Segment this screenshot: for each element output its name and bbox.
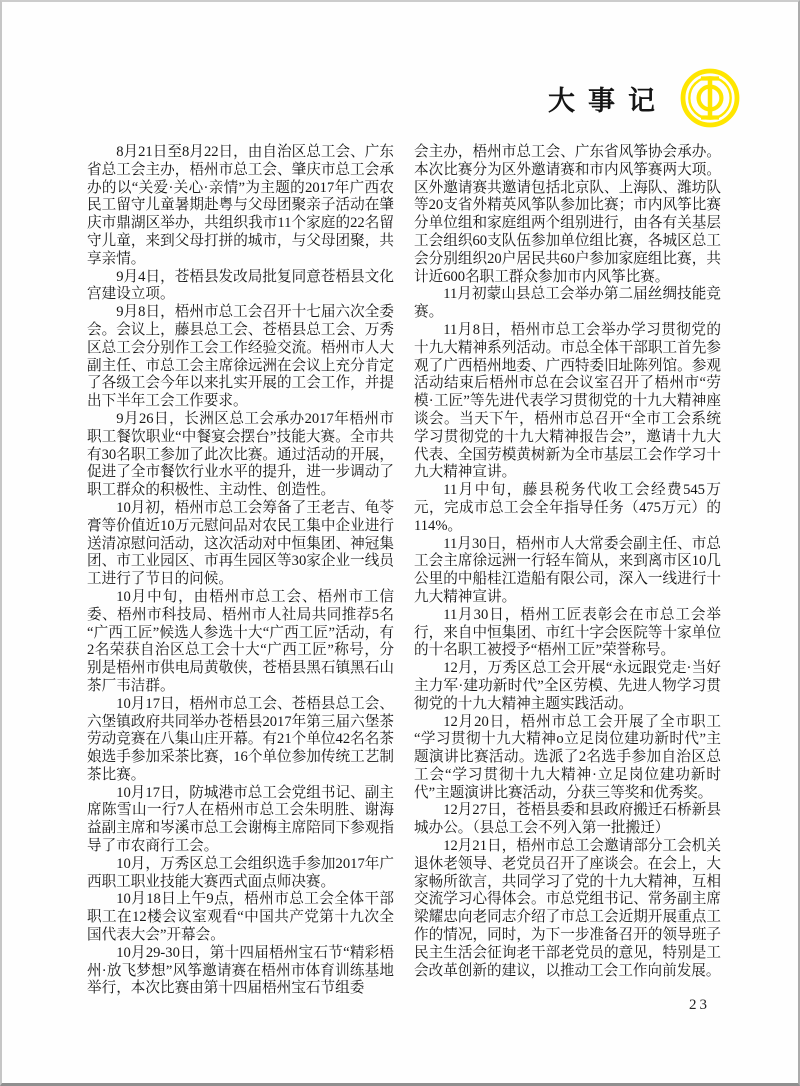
paragraph: 12月27日，苍梧县委和县政府搬迁石桥新县城办公。（县总工会不列入第一批搬迁） [414,802,721,837]
paragraph: 11月8日，梧州市总工会举办学习贯彻党的十九大精神系列活动。市总全体干部职工首先参观了广西梧州地委、广西特委旧址陈列馆。参观活动结束后梧州市总在会议室召开了梧州市“劳模·工匠”等先进代表学习贯彻党的十九大精神座谈会。当天下午，梧州市总召开“全市工会系统学习贯彻党的十九大精神报告会”，邀请十九大代表、全国劳模黄树新为全市基层工会作学习十九大精神宣讲。 [414,321,721,481]
right-column [414,144,721,998]
paragraph: 9月8日，梧州市总工会召开十七届六次全委会。会议上，藤县总工会、苍梧县总工会、万秀区总工会分别作工会工作经验交流。梧州市人大副主任、市总工会主席徐远洲在会议上充分肯定了各级工会今年以来扎实开展的工会工作，并提出下半年工会工作要求。 [87,304,394,410]
paragraph: 10月18日上午9点，梧州市总工会全体干部职工在12楼会议室观看“中国共产党第十九次全国代表大会”开幕会。 [87,891,394,944]
trade-union-emblem-icon [680,68,740,128]
paragraph: 8月21日至8月22日，由自治区总工会、广东省总工会主办，梧州市总工会、肇庆市总工会承办的以“关爱·关心·亲情”为主题的2017年广西农民工留守儿童暑期赴粤与父母团聚亲子活动在肇庆市鼎湖区举办，共组织我市11个家庭的22名留守儿童，来到父母打拼的城市，与父母团聚，共享亲情。 [87,144,394,267]
paragraph: 12月21日，梧州市总工会邀请部分工会机关退休老领导、老党员召开了座谈会。在会上，大家畅所欲言，共同学习了党的十九大精神，互相交流学习心得体会。市总党组书记、常务副主席梁耀忠向老同志介绍了市总工会近期开展重点工作的情况，同时，为下一步准备召开的领导班子民主生活会征询老干部老党员的意见，特别是工会改革创新的建议，以推动工会工作向前发展。 [414,838,721,979]
paragraph: 12月，万秀区总工会开展“永远跟党走·当好主力军·建功新时代”全区劳模、先进人物学习贯彻党的十九大精神主题实践活动。 [414,660,721,712]
paragraph: 10月17日，梧州市总工会、苍梧县总工会、六堡镇政府共同举办苍梧县2017年第三届六堡茶劳动竞赛在八集山庄开幕。有21个单位42名名茶娘选手参加采茶比赛，16个单位参加传统工艺制茶比赛。 [87,695,394,783]
two-column-body [87,144,721,998]
left-column [87,144,394,998]
paragraph: 11月30日，梧州市人大常委会副主任、市总工会主席徐远洲一行轻车简从，来到离市区10几公里的中船桂江造船有限公司，深入一线进行十九大精神宣讲。 [414,535,721,605]
paragraph: 11月中旬，藤县税务代收工会经费545万元，完成市总工会全年指导任务（475万元）的114%。 [414,482,721,534]
page-title: 大事记 [548,86,668,116]
paragraph: 12月20日，梧州市总工会开展了全市职工“学习贯彻十九大精神o立足岗位建功新时代”主题演讲比赛活动。选派了2名选手参加自治区总工会“学习贯彻十九大精神·立足岗位建功新时代”主题演讲比赛活动，分获三等奖和优秀奖。 [414,713,721,801]
paragraph: 10月中旬，由梧州市总工会、梧州市工信委、梧州市科技局、梧州市人社局共同推荐5名“广西工匠”候选人参选十大“广西工匠”活动，有2名荣获自治区总工会十大“广西工匠”称号，分别是梧州市供电局黄敬侠，苍梧县黑石镇黑石山茶厂韦洁群。 [87,588,394,694]
paragraph: 10月，万秀区总工会组织选手参加2017年广西职工职业技能大赛西式面点师决赛。 [87,855,394,890]
paragraph: 10月初，梧州市总工会筹备了王老吉、龟苓膏等价值近10万元慰问品对农民工集中企业进行送清凉慰问活动，这次活动对中恒集团、神冠集团、市工业园区、市再生园区等30家企业一线员工进行了节日的问候。 [87,499,394,588]
paragraph: 会主办，梧州市总工会、广东省风筝协会承办。本次比赛分为区外邀请赛和市内风筝赛两大项。区外邀请赛共邀请包括北京队、上海队、潍坊队等20支省外精英风筝队参加比赛；市内风筝比赛分单位组和家庭组两个组别进行，由各有关基层工会组织60支队伍参加单位组比赛，各城区总工会分别组织20户居民共60户参加家庭组比赛，共计近600名职工群众参加市内风筝比赛。 [414,144,721,285]
paragraph: 10月17日，防城港市总工会党组书记、副主席陈雪山一行7人在梧州市总工会朱明胜、谢海益副主席和岑溪市总工会谢梅主席陪同下参观指导了市农商行工会。 [87,784,394,855]
paragraph: 11月30日，梧州工匠表彰会在市总工会举行，来自中恒集团、市红十字会医院等十家单位的十名职工被授予“梧州工匠”荣誉称号。 [414,606,721,659]
page-number: 23 [689,997,710,1013]
paragraph: 9月26日，长洲区总工会承办2017年梧州市职工餐饮职业“中餐宴会摆台”技能大赛。全市共有30名职工参加了此次比赛。通过活动的开展，促进了全市餐饮行业水平的提升，进一步调动了职工群众的积极性、主动性、创造性。 [87,410,394,499]
paragraph: 11月初蒙山县总工会举办第二届丝绸技能竞赛。 [414,286,721,321]
paragraph: 9月4日，苍梧县发改局批复同意苍梧县文化宫建设立项。 [87,268,394,303]
paragraph: 10月29-30日，第十四届梧州宝石节“精彩梧州·放飞梦想”风筝邀请赛在梧州市体育训练基地举行，本次比赛由第十四届梧州宝石节组委 [87,944,394,997]
